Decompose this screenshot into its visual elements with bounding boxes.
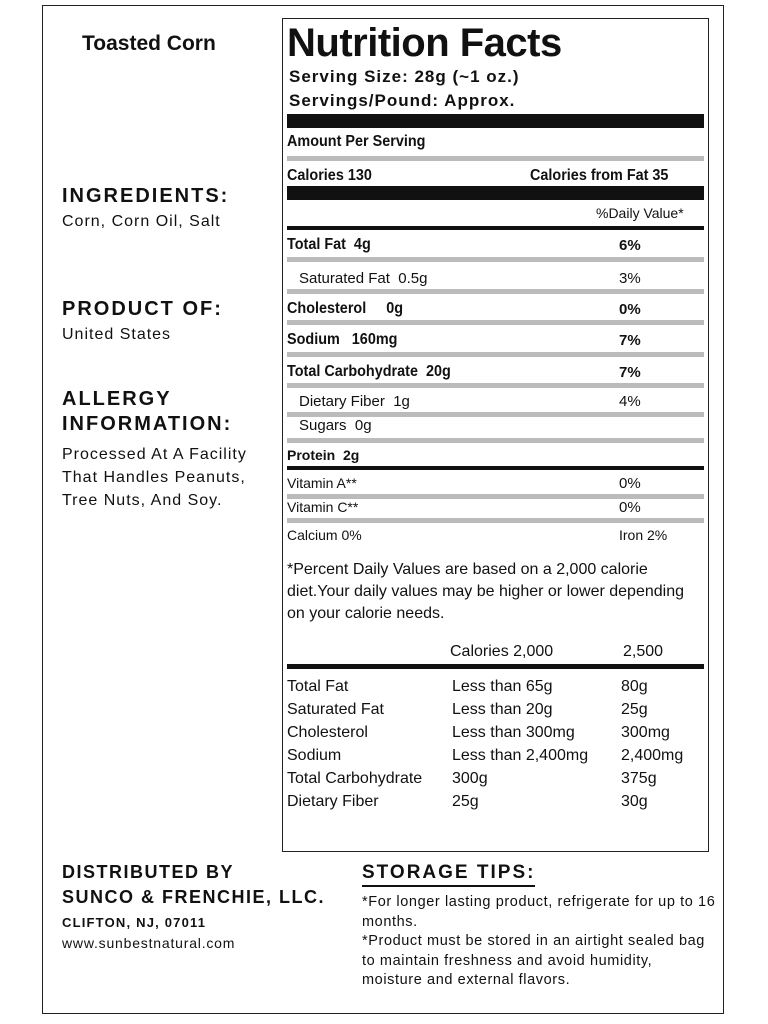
nutrient-dv: 7% bbox=[619, 332, 641, 349]
storage-tips bbox=[362, 893, 717, 991]
nutrition-title: Nutrition Facts bbox=[287, 21, 562, 65]
nutrient-dv: 7% bbox=[619, 364, 641, 381]
table-cell-limit: Less than 65g bbox=[452, 678, 553, 695]
table-header-2500: 2,500 bbox=[623, 643, 664, 660]
nutrient-label: Protein 2g bbox=[287, 447, 360, 463]
distributor-name: SUNCO & FRENCHIE, LLC. bbox=[62, 887, 326, 907]
daily-values-footnote: *Percent Daily Values are based on a 2,000 calorie diet.Your daily values may be higher or lower depending on your calorie needs. bbox=[287, 561, 684, 622]
divider bbox=[287, 438, 704, 443]
product-name: Toasted Corn bbox=[82, 32, 216, 55]
nutrition-facts-panel bbox=[282, 18, 709, 852]
nutrient-label: Total Carbohydrate 20g bbox=[287, 363, 451, 380]
serving-size: Serving Size: 28g (~1 oz.) bbox=[289, 67, 520, 86]
thick-divider bbox=[287, 186, 704, 200]
divider bbox=[287, 664, 704, 669]
calcium: Calcium 0% bbox=[287, 527, 362, 543]
vitamin-dv: 0% bbox=[619, 499, 641, 516]
allergy-text: Processed At A Facility That Handles Peanuts, Tree Nuts, And Soy. bbox=[62, 446, 247, 509]
vitamin-label: Vitamin A** bbox=[287, 475, 357, 491]
iron: Iron 2% bbox=[619, 527, 668, 543]
nutrient-label: Dietary Fiber 1g bbox=[299, 393, 410, 410]
nutrient-label: Cholesterol 0g bbox=[287, 300, 404, 317]
table-cell-limit: 25g bbox=[452, 793, 479, 810]
divider bbox=[287, 257, 704, 262]
divider bbox=[287, 289, 704, 294]
ingredients-heading: INGREDIENTS: bbox=[62, 185, 230, 207]
distributed-by: DISTRIBUTED BY bbox=[62, 862, 235, 882]
storage-tip: *Product must be stored in an airtight sealed bag to maintain freshness and avoid humidity, moisture and external flavors. bbox=[362, 933, 705, 988]
table-cell-v2500: 25g bbox=[621, 701, 648, 718]
table-cell-v2500: 80g bbox=[621, 678, 648, 695]
daily-value-header: %Daily Value* bbox=[596, 205, 684, 221]
table-header-calories: Calories 2,000 bbox=[450, 643, 554, 660]
table-cell-nutrient: Sodium bbox=[287, 747, 342, 764]
vitamin-label: Vitamin C** bbox=[287, 499, 359, 515]
divider bbox=[287, 466, 704, 470]
divider bbox=[287, 383, 704, 388]
product-of-text: United States bbox=[62, 326, 172, 343]
nutrient-label: Total Fat 4g bbox=[287, 236, 371, 253]
product-of-heading: PRODUCT OF: bbox=[62, 298, 223, 320]
calories: Calories 130 bbox=[287, 167, 372, 184]
table-cell-limit: 300g bbox=[452, 770, 488, 787]
divider bbox=[287, 320, 704, 325]
divider bbox=[287, 352, 704, 357]
nutrient-dv: 3% bbox=[619, 270, 641, 287]
divider bbox=[287, 518, 704, 523]
table-cell-v2500: 375g bbox=[621, 770, 657, 787]
table-cell-v2500: 2,400mg bbox=[621, 747, 684, 764]
nutrient-dv: 6% bbox=[619, 237, 641, 254]
allergy-heading-line1: ALLERGY bbox=[62, 388, 172, 410]
allergy-heading-line2: INFORMATION: bbox=[62, 413, 233, 435]
table-cell-nutrient: Dietary Fiber bbox=[287, 793, 379, 810]
divider bbox=[287, 156, 704, 161]
table-cell-nutrient: Total Carbohydrate bbox=[287, 770, 423, 787]
nutrient-label: Sugars 0g bbox=[299, 417, 372, 434]
nutrient-dv: 0% bbox=[619, 301, 641, 318]
table-cell-limit: Less than 2,400mg bbox=[452, 747, 589, 764]
website-link[interactable]: www.sunbestnatural.com bbox=[62, 935, 236, 951]
calories-from-fat: Calories from Fat 35 bbox=[530, 167, 669, 184]
nutrient-dv: 4% bbox=[619, 393, 641, 410]
table-cell-nutrient: Total Fat bbox=[287, 678, 349, 695]
table-cell-nutrient: Saturated Fat bbox=[287, 701, 384, 718]
distributor-location: CLIFTON, NJ, 07011 bbox=[62, 915, 207, 930]
ingredients-text: Corn, Corn Oil, Salt bbox=[62, 213, 221, 230]
nutrient-label: Saturated Fat 0.5g bbox=[299, 270, 428, 287]
table-cell-v2500: 300mg bbox=[621, 724, 670, 741]
table-cell-limit: Less than 300mg bbox=[452, 724, 575, 741]
divider bbox=[287, 226, 704, 230]
servings-per-pound: Servings/Pound: Approx. bbox=[289, 91, 516, 110]
vitamin-dv: 0% bbox=[619, 475, 641, 492]
table-cell-nutrient: Cholesterol bbox=[287, 724, 368, 741]
storage-tip: *For longer lasting product, refrigerate for up to 16 months. bbox=[362, 894, 716, 930]
nutrient-label: Sodium 160mg bbox=[287, 331, 398, 348]
table-cell-v2500: 30g bbox=[621, 793, 648, 810]
amount-per-serving: Amount Per Serving bbox=[287, 133, 426, 150]
thick-divider bbox=[287, 114, 704, 128]
table-cell-limit: Less than 20g bbox=[452, 701, 553, 718]
storage-heading: STORAGE TIPS: bbox=[362, 862, 535, 887]
